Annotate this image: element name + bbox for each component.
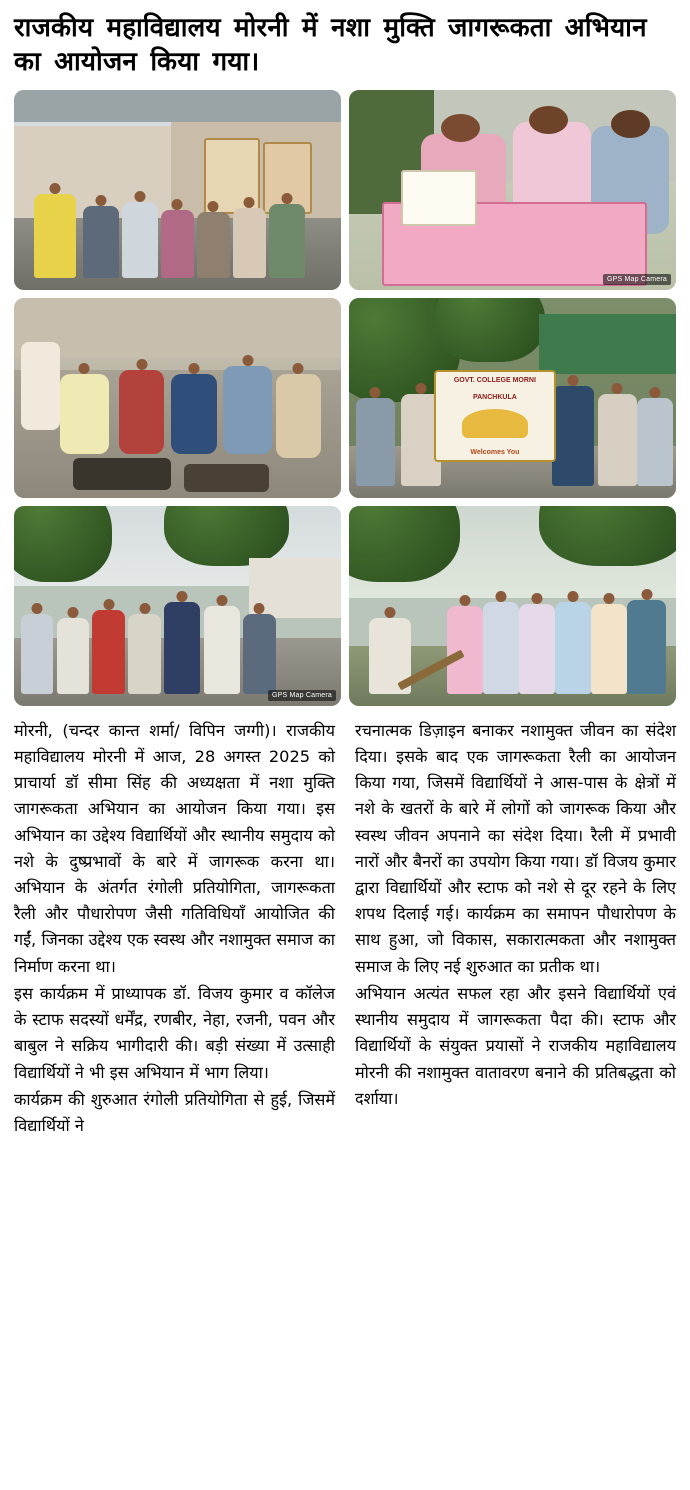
photo-street-stall [14, 90, 341, 290]
paragraph: अभियान अत्यंत सफल रहा और इसने विद्यार्थियों एवं स्थानीय समुदाय में जागरूकता पैदा की। स्टाफ और विद्यार्थियों के संयुक्त प्रयासों ने राजकीय महाविद्यालय मोरनी की नशामुक्त वातावरण बनाने की प्रतिबद्धता को दर्शाया। [355, 983, 676, 1108]
photo-plantation [349, 506, 676, 706]
paragraph: रचनात्मक डिज़ाइन बनाकर नशामुक्त जीवन का संदेश दिया। इसके बाद एक जागरूकता रैली का आयोजन किया गया, जिसमें विद्यार्थियों ने आस-पास के क्षेत्रों में नशे के खतरों के बारे में लोगों को जागरूक किया और स्वस्थ जीवन अपनाने का संदेश दिया। रैली में प्रभावी नारों और बैनरों का उपयोग किया गया। डॉ विजय कुमार द्वारा विद्यार्थियों और स्टाफ को नशे से दूर रहने के लिए शपथ दिलाई गई। कार्यक्रम का समापन पौधारोपण के साथ हुआ, जो विकास, सकारात्मकता और नशामुक्त समाज के लिए नई शुरुआत का प्रतीक था। [355, 720, 676, 976]
photo-stamp: GPS Map Camera [603, 274, 671, 285]
banner-line-2: PANCHKULA [472, 394, 517, 402]
photo-poster-making [349, 90, 676, 290]
photo-grid [14, 90, 676, 706]
article-body [14, 718, 676, 1140]
photo-welcome-banner [349, 298, 676, 498]
banner-line-1: GOVT. COLLEGE MORNI [453, 376, 536, 384]
paragraph: कार्यक्रम की शुरुआत रंगोली प्रतियोगिता से हुई, जिसमें विद्यार्थियों ने [14, 1089, 335, 1136]
photo-rangoli-competition [14, 298, 341, 498]
article-column-right [355, 718, 676, 1140]
page-title: राजकीय महाविद्यालय मोरनी में नशा मुक्ति जागरूकता अभियान का आयोजन किया गया। [14, 13, 647, 77]
paragraph: इस कार्यक्रम में प्राध्यापक डॉ. विजय कुमार व कॉलेज के स्टाफ सदस्यों धर्मेंद्र, रणबीर, नेहा, रजनी, पवन और बाबुल ने सक्रिय भागीदारी की। बड़ी संख्या में उत्साही विद्यार्थियों ने भी इस अभियान में भाग लिया। [14, 983, 335, 1082]
article-column-left [14, 718, 335, 1140]
banner-line-3: Welcomes You [470, 449, 520, 457]
photo-stamp: GPS Map Camera [268, 690, 336, 701]
paragraph: मोरनी, (चन्दर कान्त शर्मा/ विपिन जग्गी)। राजकीय महाविद्यालय मोरनी में आज, 28 अगस्त 2025 को प्राचार्या डॉ सीमा सिंह की अध्यक्षता में नशा मुक्ति जागरूकता अभियान का आयोजन किया गया। इस अभियान का उद्देश्य विद्यार्थियों और स्थानीय समुदाय को नशे के दुष्प्रभावों के बारे में जागरूक करना था। अभियान के अंतर्गत रंगोली प्रतियोगिता, जागरूकता रैली और पौधारोपण जैसी गतिविधियाँ आयोजित की गईं, जिनका उद्देश्य एक स्वस्थ और नशामुक्त समाज का निर्माण करना था। [14, 720, 335, 976]
photo-awareness-rally [14, 506, 341, 706]
